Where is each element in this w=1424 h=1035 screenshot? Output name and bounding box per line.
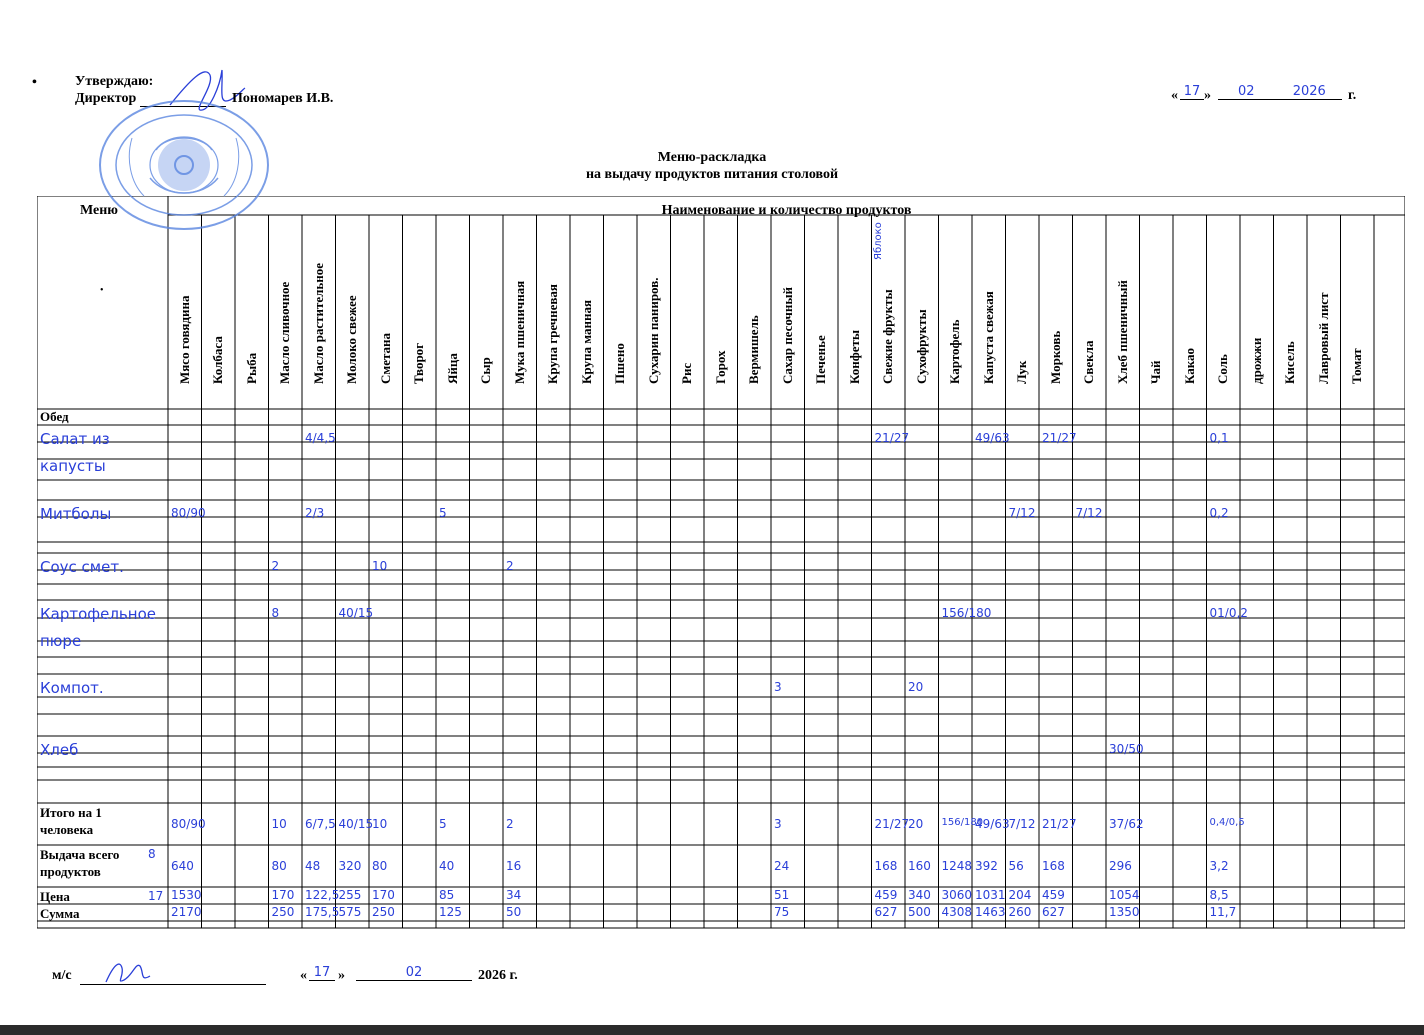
column-header: Рыба: [243, 352, 259, 384]
approval-date-open: «: [1171, 88, 1178, 103]
summary-value-cell: 2: [506, 817, 514, 831]
summary-value-cell: 125: [439, 905, 462, 919]
dish-name: Хлеб: [40, 741, 79, 759]
summary-value-cell: 4308: [941, 905, 973, 919]
footer-date-day: 17: [309, 965, 335, 981]
column-header: Конфеты: [846, 329, 862, 384]
dish-quantity-cell: 80/90: [171, 506, 206, 520]
summary-value-cell: 204: [1008, 888, 1032, 902]
dish-name-continued: капусты: [40, 457, 106, 475]
summary-handwritten-count: 8: [148, 847, 156, 861]
column-header: Лук: [1014, 360, 1029, 384]
summary-value-cell: 50: [506, 905, 522, 919]
column-header: Масло сливочное: [277, 281, 292, 384]
column-header: Мясо говядина: [176, 295, 192, 384]
column-header: Чай: [1148, 360, 1163, 384]
dish-quantity-cell: 3: [774, 680, 782, 694]
summary-value-cell: 3,2: [1209, 859, 1229, 873]
column-header: Картофель: [947, 319, 962, 384]
column-header: Лавровый лист: [1315, 292, 1331, 384]
summary-label: Итого на 1: [40, 805, 102, 820]
summary-value-cell: 20: [908, 817, 924, 831]
summary-value-cell: 627: [1042, 905, 1065, 919]
summary-value-cell: 11,7: [1209, 905, 1237, 919]
summary-value-cell: 10: [271, 817, 287, 831]
summary-value-cell: 250: [372, 905, 395, 919]
summary-value-cell: 175,5: [305, 905, 340, 919]
footer-date-month: 02: [356, 965, 472, 981]
dish-quantity-cell: 01/0,2: [1209, 606, 1248, 620]
page-subtitle: на выдачу продуктов питания столовой: [585, 167, 839, 182]
dish-quantity-cell: 21/27: [874, 431, 910, 445]
column-header: Морковь: [1047, 330, 1063, 384]
column-header: дрожжи: [1248, 337, 1264, 384]
director-label: Директор: [75, 91, 137, 106]
summary-value-cell: 392: [975, 859, 998, 873]
column-header: Печенье: [813, 335, 828, 384]
summary-value-cell: 40: [439, 859, 455, 873]
column-header: Пшено: [612, 343, 627, 384]
column-header: Кисель: [1282, 341, 1297, 384]
summary-value-cell: 459: [1042, 888, 1065, 902]
header-dot: •: [100, 285, 104, 296]
summary-value-cell: 5: [439, 817, 447, 831]
summary-label: Сумма: [40, 906, 80, 921]
footer-date-close: »: [338, 968, 345, 983]
summary-value-cell: 49/63: [975, 817, 1010, 831]
summary-value-cell: 3060: [941, 888, 973, 902]
dish-quantity-cell: 7/12: [1075, 506, 1103, 520]
dish-quantity-cell: 8: [271, 606, 280, 620]
summary-value-cell: 122,5: [305, 888, 340, 902]
summary-value-cell: 1248: [941, 859, 973, 873]
summary-value-cell: 575: [338, 905, 362, 919]
approval-date-month-year: 02 2026: [1218, 84, 1342, 100]
column-header: Свекла: [1081, 340, 1096, 384]
column-header: Капуста свежая: [980, 291, 996, 384]
summary-value-cell: 6/7,5: [305, 817, 336, 831]
summary-value-cell: 40/15: [338, 817, 374, 831]
summary-value-cell: 8,5: [1209, 888, 1229, 902]
approve-label: Утверждаю:: [75, 74, 154, 89]
column-header: Сухарин паниров.: [645, 277, 661, 384]
summary-value-cell: 1054: [1109, 888, 1140, 902]
column-header: Сыр: [478, 357, 493, 384]
summary-value-cell: 56: [1008, 859, 1024, 873]
footer-date-open: «: [300, 968, 307, 983]
official-seal: [96, 98, 272, 232]
summary-value-cell: 51: [774, 888, 790, 902]
summary-value-cell: 80: [372, 859, 388, 873]
dish-quantity-cell: 40/15: [338, 606, 374, 620]
summary-value-cell: 80/90: [171, 817, 206, 831]
column-header: Масло растительное: [310, 262, 326, 384]
summary-value-cell: 320: [338, 859, 362, 873]
summary-value-cell: 340: [908, 888, 931, 902]
summary-value-cell: 168: [1042, 859, 1065, 873]
summary-value-cell: 85: [439, 888, 455, 902]
dish-name: Салат из: [40, 430, 110, 448]
dish-quantity-cell: 2/3: [305, 506, 325, 520]
column-header: Томат: [1349, 348, 1364, 384]
summary-value-cell: 10: [372, 817, 388, 831]
summary-value-cell: 1530: [171, 888, 202, 902]
dish-quantity-cell: 2: [506, 559, 514, 573]
column-header: Сахар песочный: [779, 286, 795, 384]
page-title: Меню-раскладка: [657, 150, 767, 165]
nurse-label: м/с: [52, 968, 72, 983]
summary-value-cell: 24: [774, 859, 790, 873]
approval-date-day: 17: [1180, 84, 1204, 100]
footer-date-year: 2026 г.: [478, 968, 518, 983]
summary-value-cell: 640: [171, 859, 194, 873]
column-header: Творог: [411, 342, 426, 384]
summary-value-cell: 168: [874, 859, 898, 873]
summary-value-cell: 21/27: [874, 817, 910, 831]
dish-quantity-cell: 2: [271, 559, 280, 573]
dish-quantity-cell: 4/4,5: [305, 431, 336, 445]
column-header: Вермишель: [746, 315, 761, 384]
dish-quantity-cell: 49/63: [975, 431, 1010, 445]
summary-value-cell: 255: [338, 888, 362, 902]
summary-value-cell: 21/27: [1042, 817, 1077, 831]
summary-value-cell: 1031: [975, 888, 1006, 902]
column-header: Сухофрукты: [913, 309, 929, 384]
summary-value-cell: 80: [271, 859, 287, 873]
section-lunch: Обед: [40, 409, 69, 424]
dish-quantity-cell: 0,1: [1209, 431, 1229, 445]
summary-label: Цена: [40, 889, 70, 904]
summary-label-continued: человека: [40, 822, 94, 837]
summary-value-cell: 34: [506, 888, 522, 902]
column-header: Молоко свежее: [344, 295, 359, 384]
summary-value-cell: 500: [908, 905, 931, 919]
column-header: Горох: [712, 350, 728, 384]
summary-value-cell: 170: [372, 888, 395, 902]
dish-quantity-cell: 156/180: [941, 606, 992, 620]
dish-quantity-cell: 7/12: [1008, 506, 1036, 520]
summary-value-cell: 160: [908, 859, 931, 873]
column-header: Рис: [679, 362, 694, 384]
column-header: Хлеб пшеничный: [1114, 280, 1130, 384]
dish-name: Митболы: [40, 505, 112, 523]
column-header: Соль: [1215, 354, 1230, 384]
bullet: •: [32, 75, 37, 90]
director-name: Пономарев И.В.: [232, 91, 334, 106]
column-header: Крупа манная: [578, 299, 594, 384]
summary-value-cell: 260: [1008, 905, 1032, 919]
summary-value-cell: 170: [271, 888, 295, 902]
dish-quantity-cell: 10: [372, 559, 388, 573]
dish-quantity-cell: 21/27: [1042, 431, 1077, 445]
nurse-signature: [100, 954, 160, 988]
summary-label: Выдача всего: [40, 847, 120, 862]
summary-value-cell: 75: [774, 905, 790, 919]
fruit-note: Яблоко: [873, 222, 884, 260]
column-header: Яйца: [444, 353, 460, 384]
scan-bottom-edge: [0, 1025, 1424, 1035]
summary-value-cell: 459: [874, 888, 898, 902]
summary-value-cell: 296: [1109, 859, 1132, 873]
dish-quantity-cell: 0,2: [1209, 506, 1229, 520]
summary-value-cell: 250: [271, 905, 295, 919]
column-header: Свежие фрукты: [880, 289, 895, 384]
dish-name: Картофельное: [40, 605, 156, 623]
dish-quantity-cell: 30/50: [1109, 742, 1144, 756]
column-header: Мука пшеничная: [511, 280, 527, 384]
summary-value-cell: 7/12: [1008, 817, 1036, 831]
summary-value-cell: 1463: [975, 905, 1006, 919]
summary-value-cell: 156/180: [941, 817, 984, 828]
summary-value-cell: 3: [774, 817, 782, 831]
column-header: Сметана: [377, 332, 393, 384]
approval-date-suffix: г.: [1348, 88, 1357, 103]
summary-value-cell: 37/62: [1109, 817, 1144, 831]
column-header: Крупа гречневая: [545, 284, 560, 384]
column-header: Какао: [1181, 347, 1197, 384]
column-header: Колбаса: [210, 336, 225, 384]
dish-name: Компот.: [40, 679, 104, 697]
products-header: Наименование и количество продуктов: [661, 203, 912, 218]
summary-value-cell: 627: [874, 905, 898, 919]
summary-value-cell: 1350: [1109, 905, 1140, 919]
summary-label-continued: продуктов: [40, 864, 101, 879]
approval-date-close: »: [1204, 88, 1211, 103]
summary-value-cell: 16: [506, 859, 522, 873]
summary-value-cell: 0,4/0,5: [1209, 817, 1245, 828]
dish-name: Соус смет.: [40, 558, 124, 576]
menu-header: Меню: [80, 203, 119, 218]
dish-quantity-cell: 5: [439, 506, 447, 520]
dish-quantity-cell: 20: [908, 680, 924, 694]
summary-handwritten-count: 17: [148, 889, 164, 903]
dish-name-continued: пюре: [40, 632, 82, 650]
summary-value-cell: 2170: [171, 905, 202, 919]
summary-value-cell: 48: [305, 859, 321, 873]
